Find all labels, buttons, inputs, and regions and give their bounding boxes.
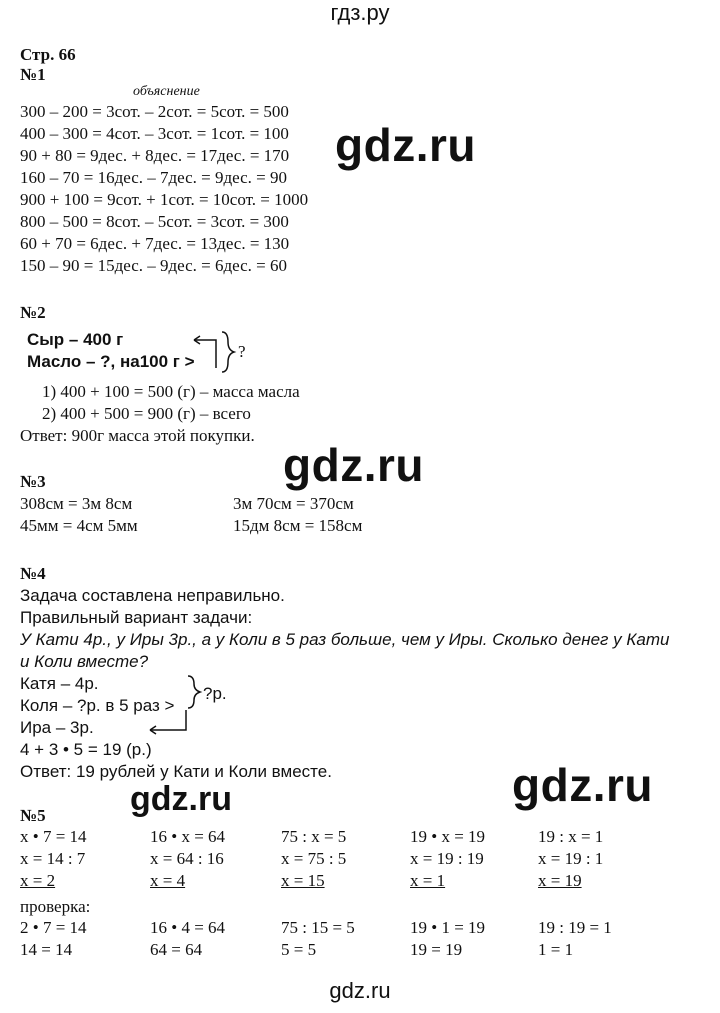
- equation-result: x = 4: [150, 871, 186, 890]
- task1-explanation-note: объяснение: [133, 84, 200, 99]
- task2-number: №2: [20, 303, 46, 322]
- task3-left-line: 45мм = 4см 5мм: [20, 516, 138, 535]
- task3-number: №3: [20, 472, 46, 491]
- check-equation: 16 • 4 = 64: [150, 918, 226, 937]
- site-watermark-top: гдз.ру: [330, 0, 390, 25]
- check-result: 14 = 14: [20, 940, 73, 959]
- task5-check-column: [538, 917, 612, 961]
- task3-right-line: 15дм 8см = 158см: [233, 516, 363, 535]
- equation-step: x = 75 : 5: [281, 849, 347, 868]
- task4-answer: Ответ: 19 рублей у Кати и Коли вместе.: [20, 762, 332, 781]
- check-equation: 2 • 7 = 14: [20, 918, 87, 937]
- task5-check-label: проверка:: [20, 897, 91, 916]
- task5-column: [281, 826, 346, 892]
- equation-result: x = 15: [281, 871, 325, 890]
- task4-italic-line1: У Кати 4р., у Иры 3р., а у Коли в 5 раз больше, чем у Иры. Сколько денег у Кати: [20, 630, 670, 649]
- watermark-2: gdz.ru: [283, 439, 424, 491]
- task4-number: №4: [20, 564, 46, 583]
- task5-check-column: [281, 917, 355, 961]
- task4-katya: Катя – 4р.: [20, 674, 99, 693]
- equation-result: x = 2: [20, 871, 56, 890]
- check-result: 5 = 5: [281, 940, 317, 959]
- page-number: Стр. 66: [20, 45, 76, 64]
- task4-kolya: Коля – ?р. в 5 раз >: [20, 696, 175, 715]
- task2-step2: 2) 400 + 500 = 900 (г) – всего: [42, 404, 251, 423]
- task5-column: [410, 826, 485, 892]
- equation: 75 : x = 5: [281, 827, 347, 846]
- equation: x • 7 = 14: [20, 827, 87, 846]
- task1-line: 60 + 70 = 6дес. + 7дес. = 13дес. = 130: [20, 234, 290, 253]
- task1-line: 800 – 500 = 8сот. – 5сот. = 3сот. = 300: [20, 212, 289, 231]
- equation-step: x = 19 : 1: [538, 849, 604, 868]
- watermark-3: gdz.ru: [512, 759, 653, 811]
- task4-bracket-diagram: [100, 672, 210, 742]
- task5-column: [150, 826, 225, 892]
- task3-right-line: 3м 70см = 370см: [233, 494, 354, 513]
- task5-column: [538, 826, 603, 892]
- equation-result: x = 19: [538, 871, 582, 890]
- task1-line: 900 + 100 = 9сот. + 1сот. = 10сот. = 1000: [20, 190, 309, 209]
- task1-line: 400 – 300 = 4сот. – 3сот. = 1сот. = 100: [20, 124, 289, 143]
- task2-question: ?: [238, 342, 246, 361]
- task5-check-column: [150, 917, 225, 961]
- task5-number: №5: [20, 806, 46, 825]
- task4-calc: 4 + 3 • 5 = 19 (р.): [20, 740, 152, 759]
- equation-step: x = 19 : 19: [410, 849, 484, 868]
- equation-step: x = 14 : 7: [20, 849, 86, 868]
- task3-left-line: 308см = 3м 8см: [20, 494, 133, 513]
- check-equation: 75 : 15 = 5: [281, 918, 355, 937]
- equation: 16 • x = 64: [150, 827, 226, 846]
- equation: 19 • x = 19: [410, 827, 486, 846]
- task2-butter: Масло – ?, на100 г >: [27, 352, 195, 371]
- task4-ira: Ира – 3р.: [20, 718, 94, 737]
- task4-line1: Задача составлена неправильно.: [20, 586, 285, 605]
- task1-line: 300 – 200 = 3сот. – 2сот. = 5сот. = 500: [20, 102, 289, 121]
- equation-result: x = 1: [410, 871, 446, 890]
- check-result: 64 = 64: [150, 940, 203, 959]
- check-result: 1 = 1: [538, 940, 574, 959]
- task1-line: 160 – 70 = 16дес. – 7дес. = 9дес. = 90: [20, 168, 288, 187]
- task5-column: [20, 826, 87, 892]
- task1-line: 90 + 80 = 9дес. + 8дес. = 17дес. = 170: [20, 146, 290, 165]
- site-watermark-bottom: gdz.ru: [329, 978, 391, 1003]
- task4-question: ?р.: [203, 684, 227, 703]
- watermark-1: gdz.ru: [335, 119, 476, 171]
- check-equation: 19 • 1 = 19: [410, 918, 486, 937]
- equation: 19 : x = 1: [538, 827, 604, 846]
- task1-line: 150 – 90 = 15дес. – 9дес. = 6дес. = 60: [20, 256, 288, 275]
- task2-cheese: Сыр – 400 г: [27, 330, 124, 349]
- check-result: 19 = 19: [410, 940, 463, 959]
- task2-answer: Ответ: 900г масса этой покупки.: [20, 426, 255, 445]
- task4-italic-line2: и Коли вместе?: [20, 652, 149, 671]
- task1-number: №1: [20, 65, 46, 84]
- equation-step: x = 64 : 16: [150, 849, 224, 868]
- check-equation: 19 : 19 = 1: [538, 918, 612, 937]
- task4-line2: Правильный вариант задачи:: [20, 608, 253, 627]
- watermark-4: gdz.ru: [130, 780, 232, 818]
- task5-check-column: [20, 917, 87, 961]
- task5-check-column: [410, 917, 485, 961]
- task2-step1: 1) 400 + 100 = 500 (г) – масса масла: [42, 382, 300, 401]
